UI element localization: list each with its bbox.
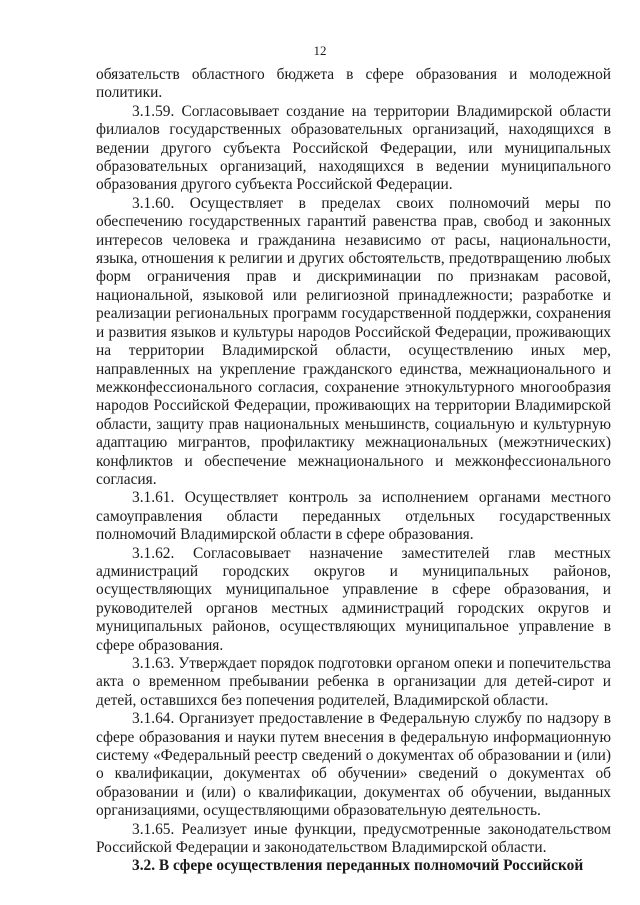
document-body xyxy=(96,66,611,876)
paragraph-3-1-61: 3.1.61. Осуществляет контроль за исполнением органами местного самоуправления области переданных отдельных государственных полномочий Владимирской области в сфере образования. xyxy=(96,489,611,544)
paragraph-3-1-65: 3.1.65. Реализует иные функции, предусмотренные законодательством Российской Федерации и законодательством Владимирской области. xyxy=(96,820,611,857)
paragraph-3-1-63: 3.1.63. Утверждает порядок подготовки органом опеки и попечительства акта о временном пребывании ребенка в организации для детей-сирот и детей, оставшихся без попечения родителей, Владимирской области. xyxy=(96,655,611,709)
paragraph-continuation: обязательств областного бюджета в сфере образования и молодежной политики. xyxy=(96,66,611,102)
page-number: 12 xyxy=(313,43,327,58)
paragraph-3-1-59: 3.1.59. Согласовывает создание на территории Владимирской области филиалов государственных образовательных организаций, находящихся в ведении другого субъекта Российской Федерации, или муниципальных образовательных организаций, находящихся в ведении муниципального образования другого субъекта Российской Федерации. xyxy=(96,102,611,194)
paragraph-3-1-60: 3.1.60. Осуществляет в пределах своих полномочий меры по обеспечению государственных гарантий равенства прав, свобод и законных интересов человека и гражданина независимо от расы, национальности, языка, отношения к религии и других обстоятельств, предотвращению любых форм ограничения прав и дискриминации по признакам расовой, национальной, языковой или религиозной принадлежности; разработке и реализации региональных программ государственной поддержки, сохранения и развития языков и культуры народов Российской Федерации, проживающих на территории Владимирской области, осуществлению иных мер, направленных на укрепление гражданского единства, межнационального и межконфессионального согласия, сохранение этнокультурного многообразия народов Российской Федерации, проживающих на территории Владимирской области, защиту прав национальных меньшинств, социальную и культурную адаптацию мигрантов, профилактику межнациональных (межэтнических) конфликтов и обеспечение межнационального и межконфессионального согласия. xyxy=(96,194,611,488)
section-heading-3-2: 3.2. В сфере осуществления переданных полномочий Российской xyxy=(132,857,584,875)
paragraph-3-1-64: 3.1.64. Организует предоставление в Федеральную службу по надзору в сфере образования и науки путем внесения в федеральную информационную систему «Федеральный реестр сведений о документах об образовании и (или) о квалификации, документах об обучении» сведений о документах об образовании и (или) о квалификации, документах об обучении, выданных организациями, осуществляющими образовательную деятельность. xyxy=(96,710,611,820)
paragraph-3-1-62: 3.1.62. Согласовывает назначение заместителей глав местных администраций городских округов и муниципальных районов, осуществляющих муниципальное управление в сфере образования, и руководителей органов местных администраций городских округов и муниципальных районов, осуществляющих муниципальное управление в сфере образования. xyxy=(96,544,611,654)
